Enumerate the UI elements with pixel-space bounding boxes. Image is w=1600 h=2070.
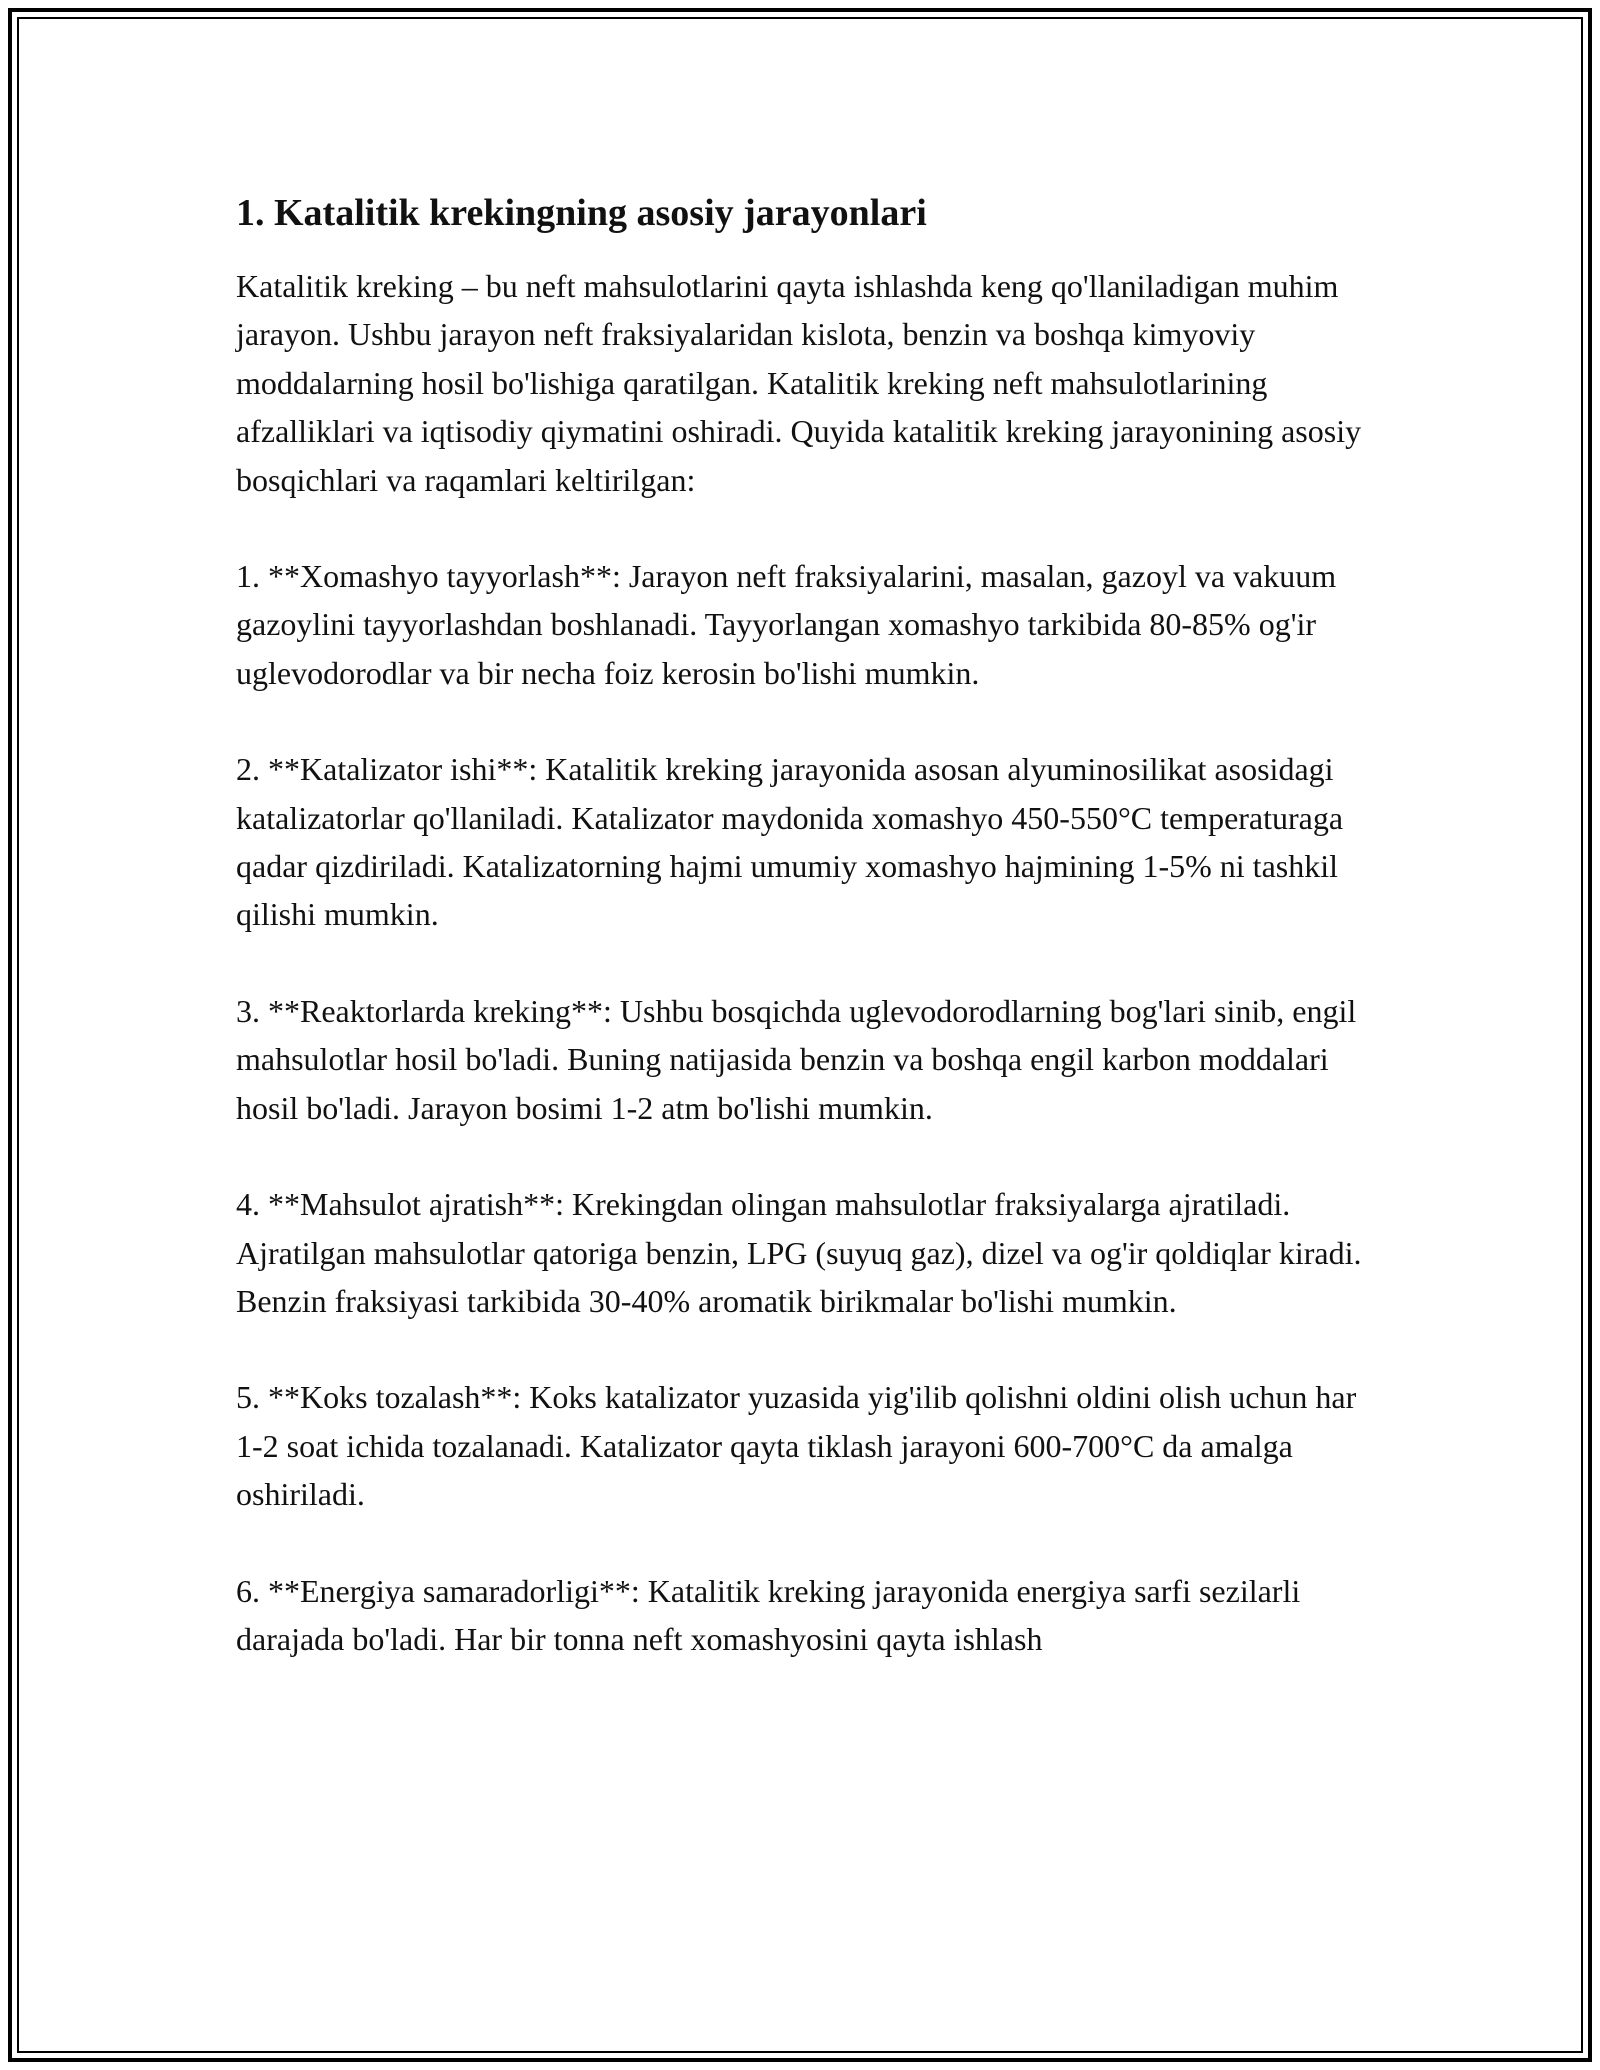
step-paragraph-4: 4. **Mahsulot ajratish**: Krekingdan olingan mahsulotlar fraksiyalarga ajratiladi. Ajratilgan mahsulotlar qatoriga benzin, LPG (suyuq gaz), dizel va og'ir qoldiqlar kiradi. Benzin fraksiyasi tarkibida 30-40% aromatik birikmalar bo'lishi mumkin. — [236, 1186, 1362, 1319]
step-paragraph-6: 6. **Energiya samaradorligi**: Katalitik kreking jarayonida energiya sarfi sezilarli darajada bo'ladi. Har bir tonna neft xomashyosini qayta ishlash — [236, 1572, 1301, 1657]
step-paragraph-5: 5. **Koks tozalash**: Koks katalizator yuzasida yig'ilib qolishni oldini olish uchun har 1-2 soat ichida tozalanadi. Katalizator qayta tiklash jarayoni 600-700°C da amalga oshiriladi. — [236, 1379, 1357, 1513]
intro-paragraph: Katalitik kreking – bu neft mahsulotlarini qayta ishlashda keng qo'llaniladigan muhim jarayon. Ushbu jarayon neft fraksiyalaridan kislota, benzin va boshqa kimyoviy moddalarning hosil bo'lishiga qaratilgan. Katalitik kreking neft mahsulotlarining afzalliklari va iqtisodiy qiymatini oshiradi. Quyida katalitik kreking jarayonining asosiy bosqichlari va raqamlari keltirilgan: — [236, 268, 1362, 498]
step-paragraph-2: 2. **Katalizator ishi**: Katalitik kreking jarayonida asosan alyuminosilikat asosidagi katalizatorlar qo'llaniladi. Katalizator maydonida xomashyo 450-550°C temperaturaga qadar qizdiriladi. Katalizatorning hajmi umumiy xomashyo hajmining 1-5% ni tashkil qilishi mumkin. — [236, 751, 1344, 933]
section-heading: 1. Katalitik krekingning asosiy jarayonlari — [236, 192, 927, 234]
step-paragraph-3: 3. **Reaktorlarda kreking**: Ushbu bosqichda uglevodorodlarning bog'lari sinib, engil mahsulotlar hosil bo'ladi. Buning natijasida benzin va boshqa engil karbon moddalari hosil bo'ladi. Jarayon bosimi 1-2 atm bo'lishi mumkin. — [236, 992, 1357, 1126]
document-body — [236, 186, 1376, 1663]
step-paragraph-1: 1. **Xomashyo tayyorlash**: Jarayon neft fraksiyalarini, masalan, gazoyl va vakuum gazoylini tayyorlashdan boshlanadi. Tayyorlangan xomashyo tarkibida 80-85% og'ir uglevodorodlar va bir necha foiz kerosin bo'lishi mumkin. — [236, 558, 1337, 691]
